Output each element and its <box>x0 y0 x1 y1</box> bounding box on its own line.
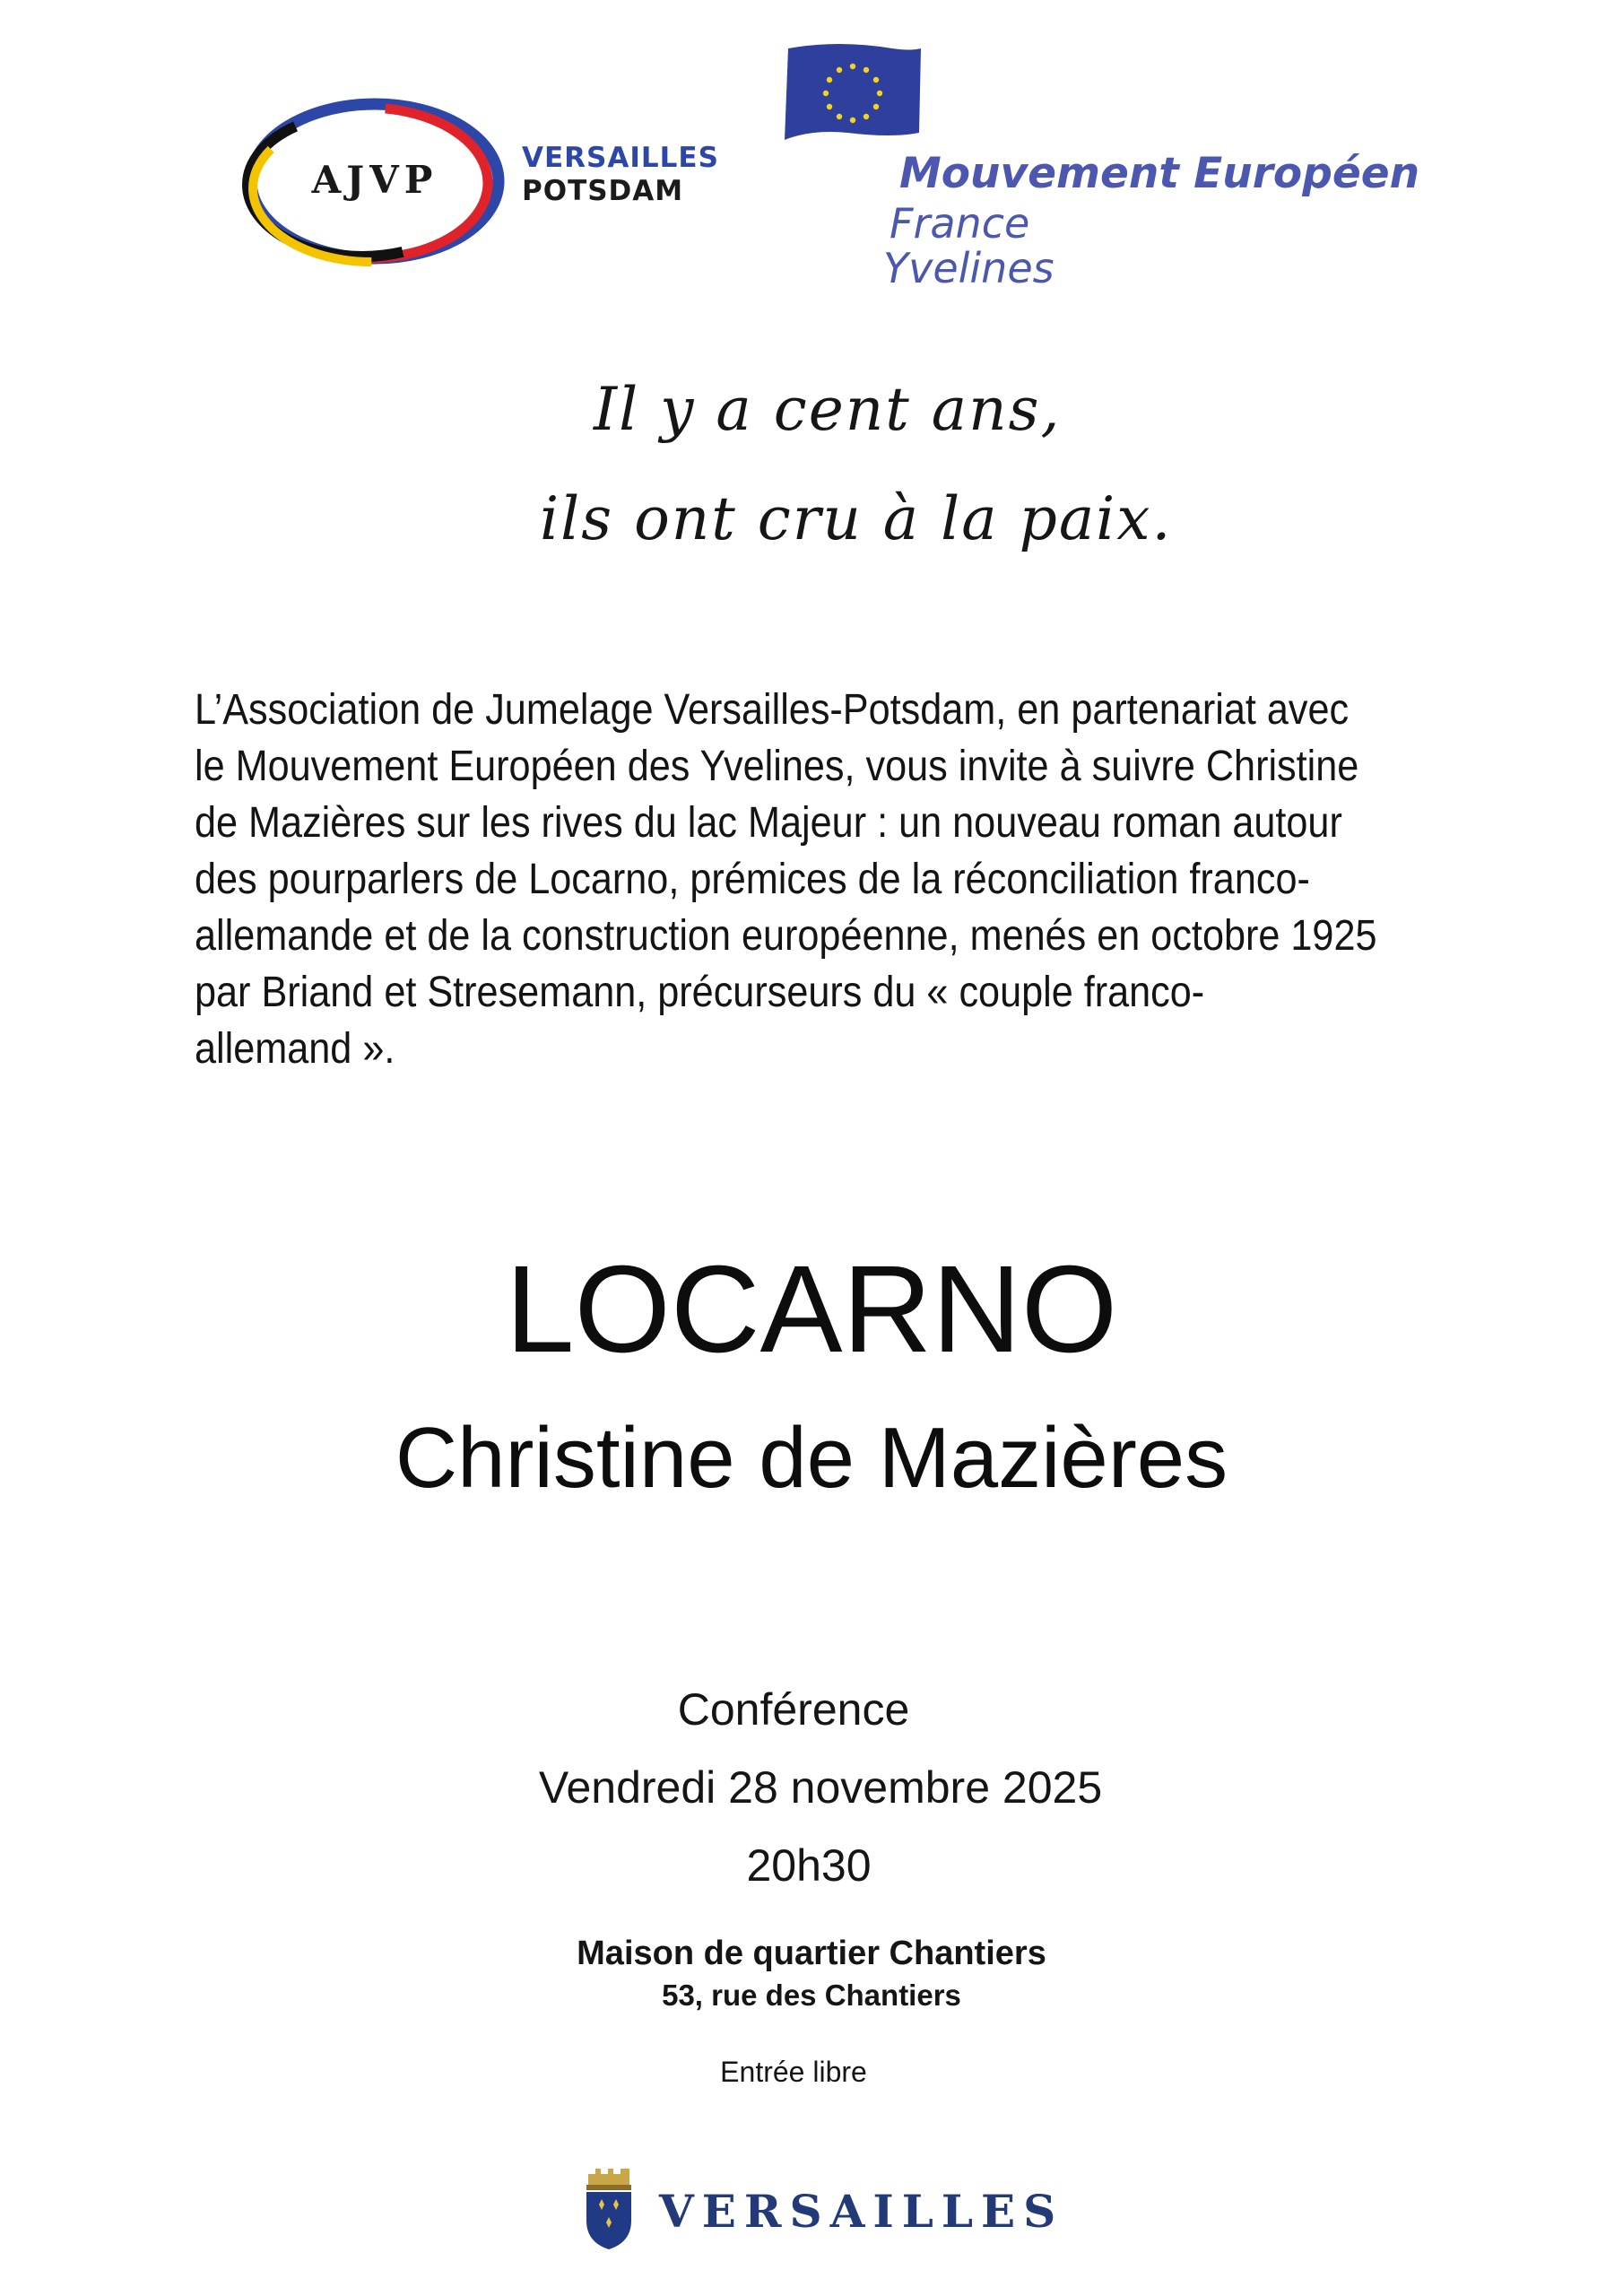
ajvp-line-potsdam: POTSDAM <box>522 175 684 207</box>
intro-line: allemand ». <box>195 1025 395 1073</box>
venue-address: 53, rue des Chantiers <box>662 1979 961 2012</box>
intro-line: le Mouvement Européen des Yvelines, vous invite à suivre Christine <box>195 743 1359 790</box>
eu-star-icon <box>864 114 869 119</box>
mouvement-europeen-france: France <box>890 199 1030 248</box>
ajvp-logo <box>240 90 509 278</box>
eu-star-icon <box>827 104 832 109</box>
tagline-line-2: ils ont cru à la paix. <box>540 484 1173 553</box>
venue-name: Maison de quartier Chantiers <box>577 1935 1046 1972</box>
eu-star-icon <box>864 67 869 73</box>
intro-line: par Briand et Stresemann, précurseurs du « couple franco- <box>195 969 1205 1016</box>
eu-star-icon <box>837 67 842 73</box>
eu-star-icon <box>850 117 855 123</box>
ajvp-initials: AJVP <box>311 158 438 202</box>
versailles-crest-icon <box>581 2165 637 2251</box>
eu-flag-icon <box>785 43 924 144</box>
book-author: Christine de Mazières <box>395 1410 1228 1506</box>
tagline-line-1: Il y a cent ans, <box>594 375 1062 444</box>
intro-line: L’Association de Jumelage Versailles-Potsdam, en partenariat avec <box>195 686 1350 734</box>
eu-star-icon <box>823 91 829 96</box>
mouvement-europeen-yvelines: Yvelines <box>883 244 1055 292</box>
mouvement-europeen-title: Mouvement Européen <box>899 149 1420 198</box>
event-time: 20h30 <box>746 1840 872 1891</box>
ajvp-wordmark <box>522 142 719 208</box>
eu-star-icon <box>873 77 879 83</box>
event-date: Vendredi 28 novembre 2025 <box>538 1762 1103 1813</box>
intro-line: de Mazières sur les rives du lac Majeur : un nouveau roman autour <box>195 799 1342 847</box>
admission-note: Entrée libre <box>720 2056 867 2088</box>
intro-line: des pourparlers de Locarno, prémices de la réconciliation franco- <box>195 856 1310 903</box>
eu-star-icon <box>827 77 832 83</box>
eu-star-icon <box>877 91 882 96</box>
eu-star-icon <box>873 104 879 109</box>
eu-star-icon <box>850 64 855 69</box>
intro-paragraph <box>195 682 1454 1077</box>
book-title: LOCARNO <box>505 1240 1118 1378</box>
eu-star-icon <box>837 114 842 119</box>
versailles-wordmark: VERSAILLES <box>659 2185 1064 2238</box>
event-type: Conférence <box>677 1684 910 1735</box>
intro-line: allemande et de la construction européenne, menés en octobre 1925 <box>195 912 1377 960</box>
ajvp-line-versailles: VERSAILLES <box>522 142 719 174</box>
